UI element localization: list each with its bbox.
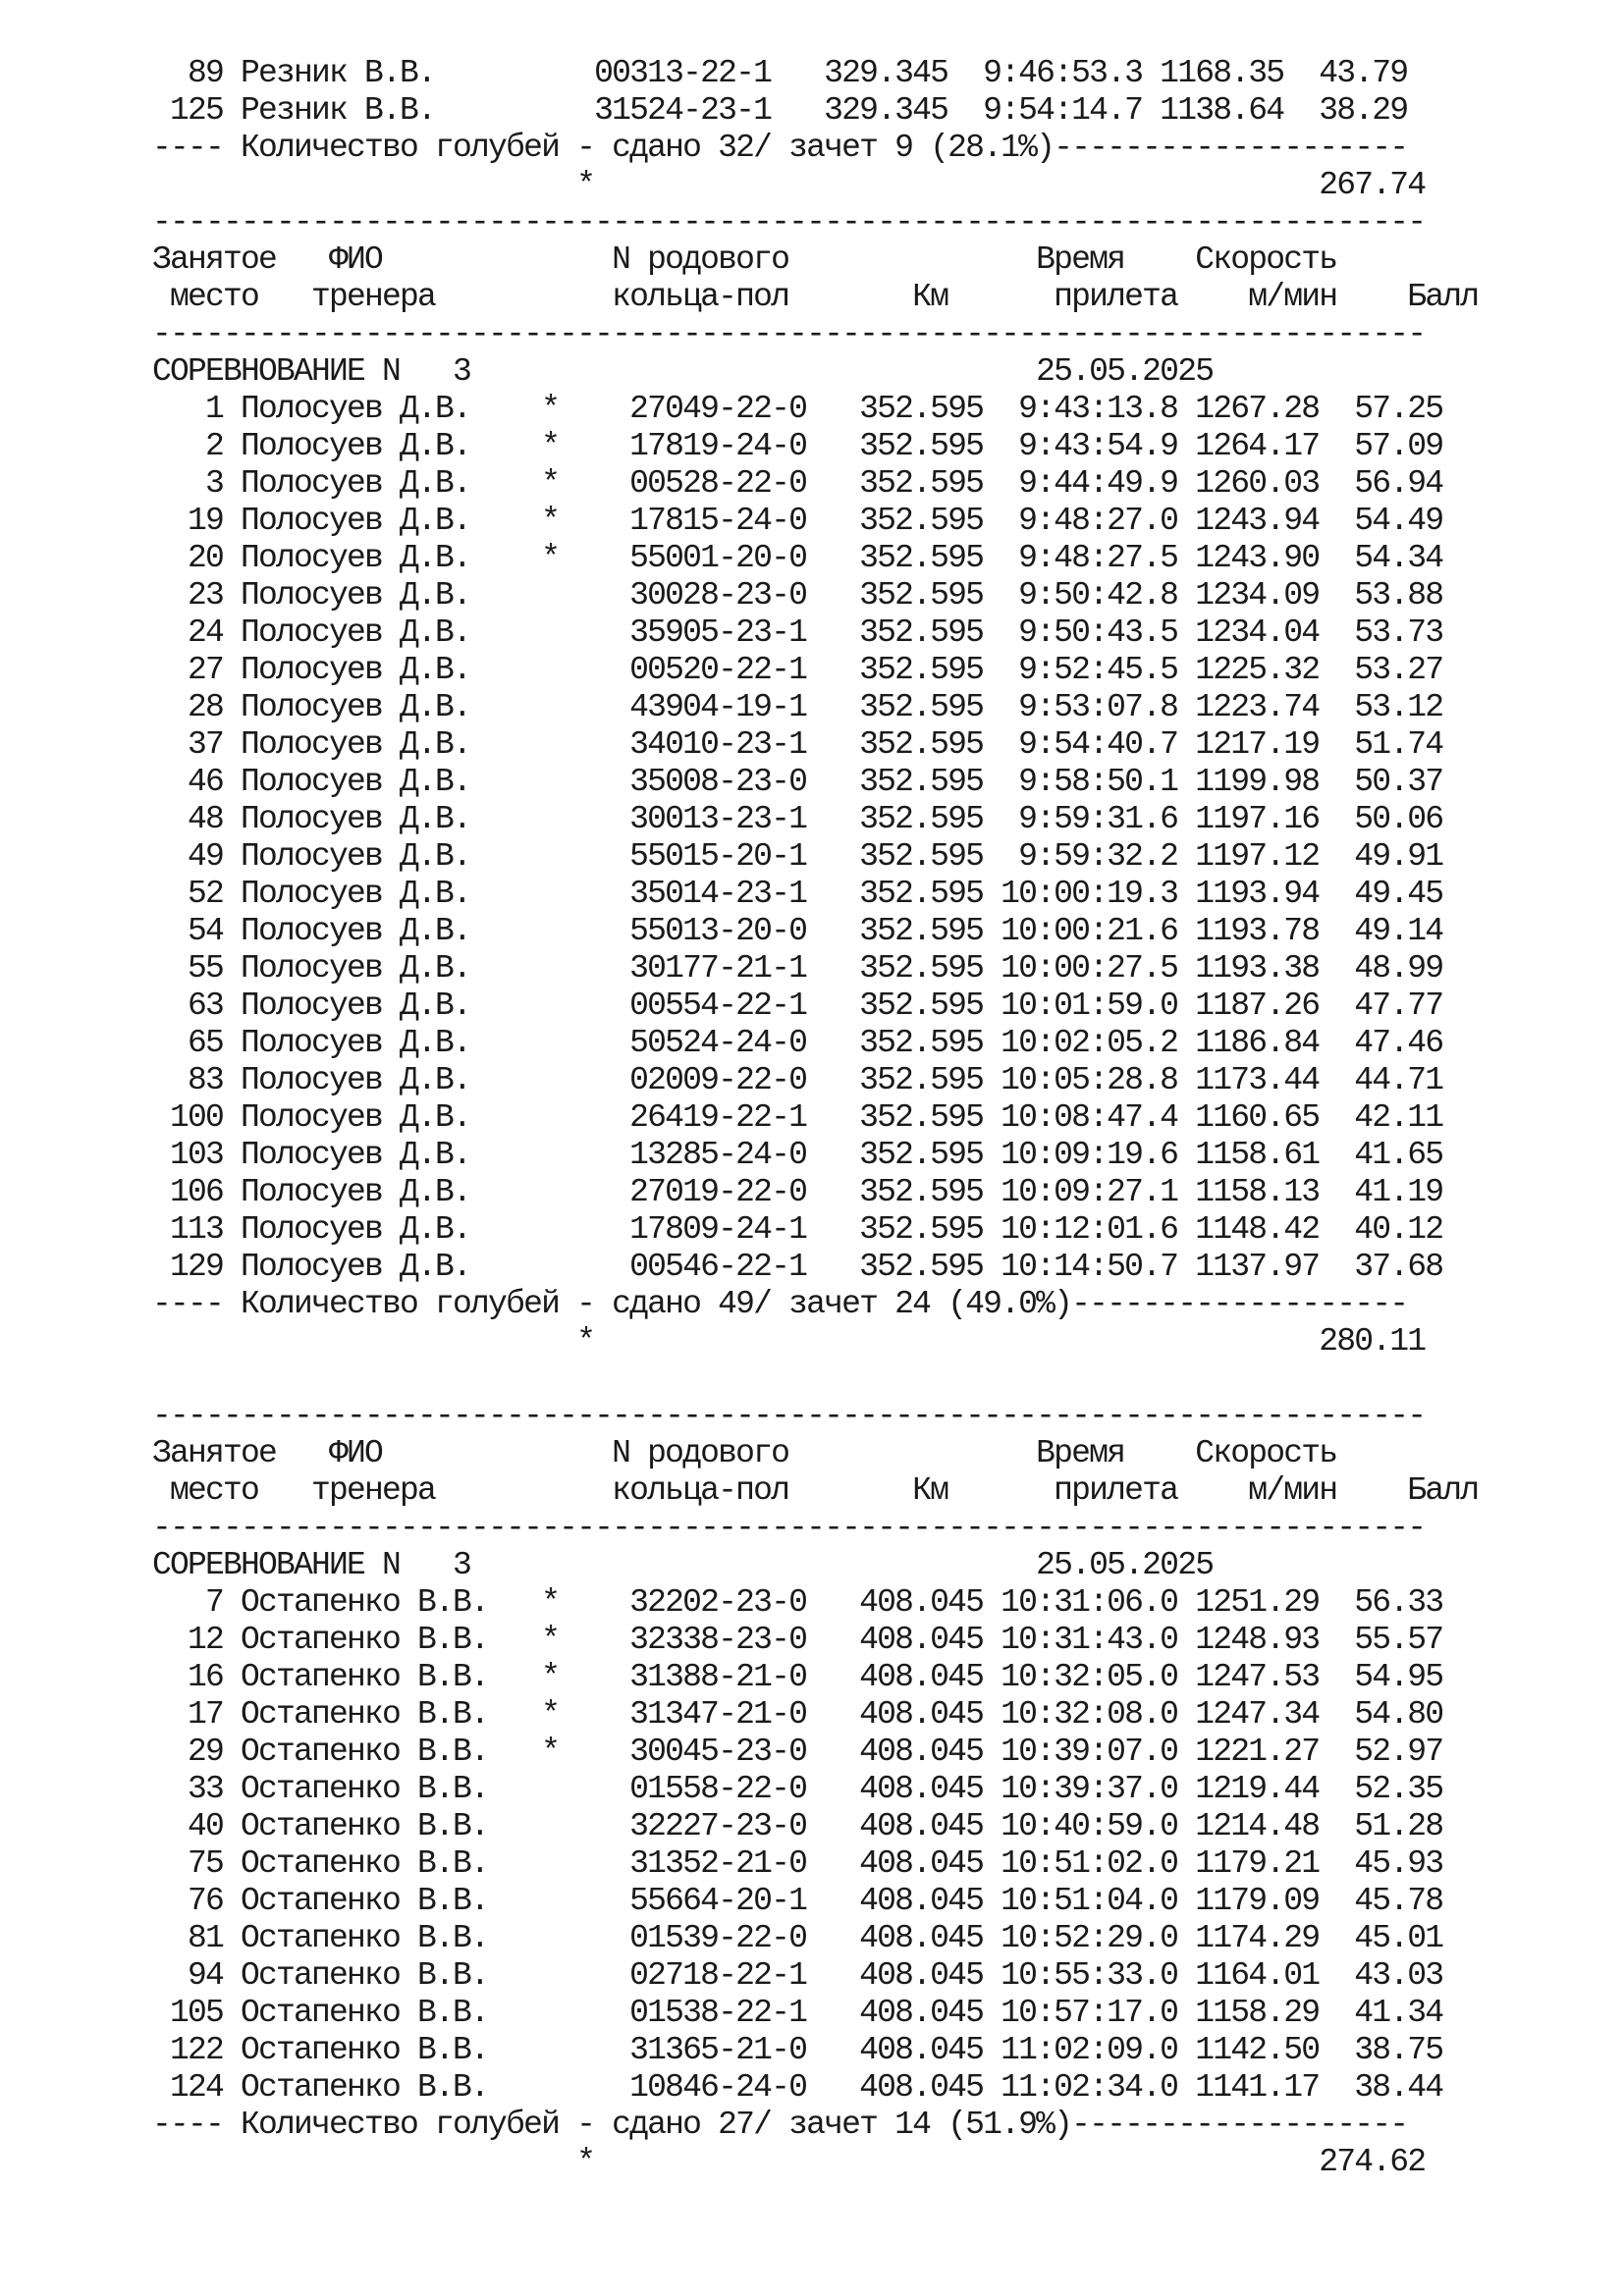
result-row: 122 Остапенко В.В. 31365-21-0 408.045 11:02:09.0 1142.50 38.75: [152, 2032, 1443, 2068]
score-total: * 274.62: [152, 2144, 1426, 2180]
result-row: 81 Остапенко В.В. 01539-22-0 408.045 10:52:29.0 1174.29 45.01: [152, 1920, 1443, 1956]
result-row: 28 Полосуев Д.В. 43904-19-1 352.595 9:53:07.8 1223.74 53.12: [152, 689, 1443, 725]
result-row: 17 Остапенко В.В. * 31347-21-0 408.045 10:32:08.0 1247.34 54.80: [152, 1696, 1443, 1733]
result-row: 16 Остапенко В.В. * 31388-21-0 408.045 10:32:05.0 1247.53 54.95: [152, 1659, 1443, 1695]
score-total: * 267.74: [152, 167, 1426, 203]
result-row: 63 Полосуев Д.В. 00554-22-1 352.595 10:01:59.0 1187.26 47.77: [152, 988, 1443, 1024]
result-row: 100 Полосуев Д.В. 26419-22-1 352.595 10:08:47.4 1160.65 42.11: [152, 1099, 1443, 1136]
pigeon-count-summary: ---- Количество голубей - сдано 27/ зачет 14 (51.9%)-------------------: [152, 2107, 1408, 2143]
result-row: 29 Остапенко В.В. * 30045-23-0 408.045 10:39:07.0 1221.27 52.97: [152, 1734, 1443, 1770]
result-row: 40 Остапенко В.В. 32227-23-0 408.045 10:40:59.0 1214.48 51.28: [152, 1808, 1443, 1844]
result-row: 3 Полосуев Д.В. * 00528-22-0 352.595 9:44:49.9 1260.03 56.94: [152, 465, 1443, 502]
result-row: 27 Полосуев Д.В. 00520-22-1 352.595 9:52:45.5 1225.32 53.27: [152, 652, 1443, 688]
result-row: 94 Остапенко В.В. 02718-22-1 408.045 10:55:33.0 1164.01 43.03: [152, 1957, 1443, 1994]
competition-title: СОРЕВНОВАНИЕ N 3 25.05.2025: [152, 1547, 1214, 1583]
result-row: 12 Остапенко В.В. * 32338-23-0 408.045 10:31:43.0 1248.93 55.57: [152, 1622, 1443, 1658]
competition-title: СОРЕВНОВАНИЕ N 3 25.05.2025: [152, 353, 1214, 390]
result-row: 113 Полосуев Д.В. 17809-24-1 352.595 10:12:01.6 1148.42 40.12: [152, 1211, 1443, 1248]
result-row: 76 Остапенко В.В. 55664-20-1 408.045 10:51:04.0 1179.09 45.78: [152, 1883, 1443, 1919]
score-total: * 280.11: [152, 1323, 1426, 1360]
result-row: 7 Остапенко В.В. * 32202-23-0 408.045 10:31:06.0 1251.29 56.33: [152, 1584, 1443, 1621]
result-row: 124 Остапенко В.В. 10846-24-0 408.045 11:02:34.0 1141.17 38.44: [152, 2069, 1443, 2106]
result-row: 105 Остапенко В.В. 01538-22-1 408.045 10:57:17.0 1158.29 41.34: [152, 1995, 1443, 2031]
column-header: Занятое ФИО N родового Время Скорость: [152, 241, 1337, 278]
result-row: 103 Полосуев Д.В. 13285-24-0 352.595 10:09:19.6 1158.61 41.65: [152, 1137, 1443, 1173]
blank-line: [152, 1361, 1478, 1398]
column-header: место тренера кольца-пол Км прилета м/мин Балл: [152, 279, 1479, 315]
result-row: 52 Полосуев Д.В. 35014-23-1 352.595 10:00:19.3 1193.94 49.45: [152, 876, 1443, 912]
results-document: [152, 55, 1478, 2181]
pigeon-count-summary: ---- Количество голубей - сдано 49/ зачет 24 (49.0%)-------------------: [152, 1286, 1408, 1322]
separator-rule: ------------------------------------------------------------------------: [152, 1398, 1426, 1434]
result-row: 106 Полосуев Д.В. 27019-22-0 352.595 10:09:27.1 1158.13 41.19: [152, 1174, 1443, 1210]
result-row: 1 Полосуев Д.В. * 27049-22-0 352.595 9:43:13.8 1267.28 57.25: [152, 391, 1443, 427]
result-row: 75 Остапенко В.В. 31352-21-0 408.045 10:51:02.0 1179.21 45.93: [152, 1845, 1443, 1882]
result-row: 37 Полосуев Д.В. 34010-23-1 352.595 9:54:40.7 1217.19 51.74: [152, 726, 1443, 763]
result-row: 129 Полосуев Д.В. 00546-22-1 352.595 10:14:50.7 1137.97 37.68: [152, 1249, 1443, 1285]
result-row: 24 Полосуев Д.В. 35905-23-1 352.595 9:50:43.5 1234.04 53.73: [152, 614, 1443, 651]
result-row: 48 Полосуев Д.В. 30013-23-1 352.595 9:59:31.6 1197.16 50.06: [152, 801, 1443, 837]
result-row: 125 Резник В.В. 31524-23-1 329.345 9:54:14.7 1138.64 38.29: [152, 92, 1408, 129]
column-header: место тренера кольца-пол Км прилета м/мин Балл: [152, 1472, 1479, 1509]
result-row: 33 Остапенко В.В. 01558-22-0 408.045 10:39:37.0 1219.44 52.35: [152, 1771, 1443, 1807]
result-row: 54 Полосуев Д.В. 55013-20-0 352.595 10:00:21.6 1193.78 49.14: [152, 913, 1443, 949]
result-row: 23 Полосуев Д.В. 30028-23-0 352.595 9:50:42.8 1234.09 53.88: [152, 577, 1443, 614]
result-row: 19 Полосуев Д.В. * 17815-24-0 352.595 9:48:27.0 1243.94 54.49: [152, 503, 1443, 539]
separator-rule: ------------------------------------------------------------------------: [152, 204, 1426, 240]
result-row: 46 Полосуев Д.В. 35008-23-0 352.595 9:58:50.1 1199.98 50.37: [152, 764, 1443, 800]
result-row: 20 Полосуев Д.В. * 55001-20-0 352.595 9:48:27.5 1243.90 54.34: [152, 540, 1443, 576]
separator-rule: ------------------------------------------------------------------------: [152, 1510, 1426, 1546]
result-row: 2 Полосуев Д.В. * 17819-24-0 352.595 9:43:54.9 1264.17 57.09: [152, 428, 1443, 464]
column-header: Занятое ФИО N родового Время Скорость: [152, 1435, 1337, 1471]
result-row: 55 Полосуев Д.В. 30177-21-1 352.595 10:00:27.5 1193.38 48.99: [152, 950, 1443, 987]
result-row: 83 Полосуев Д.В. 02009-22-0 352.595 10:05:28.8 1173.44 44.71: [152, 1062, 1443, 1098]
separator-rule: ------------------------------------------------------------------------: [152, 316, 1426, 352]
result-row: 89 Резник В.В. 00313-22-1 329.345 9:46:53.3 1168.35 43.79: [152, 55, 1408, 91]
pigeon-count-summary: ---- Количество голубей - сдано 32/ зачет 9 (28.1%)--------------------: [152, 130, 1408, 166]
result-row: 65 Полосуев Д.В. 50524-24-0 352.595 10:02:05.2 1186.84 47.46: [152, 1025, 1443, 1061]
result-row: 49 Полосуев Д.В. 55015-20-1 352.595 9:59:32.2 1197.12 49.91: [152, 838, 1443, 875]
